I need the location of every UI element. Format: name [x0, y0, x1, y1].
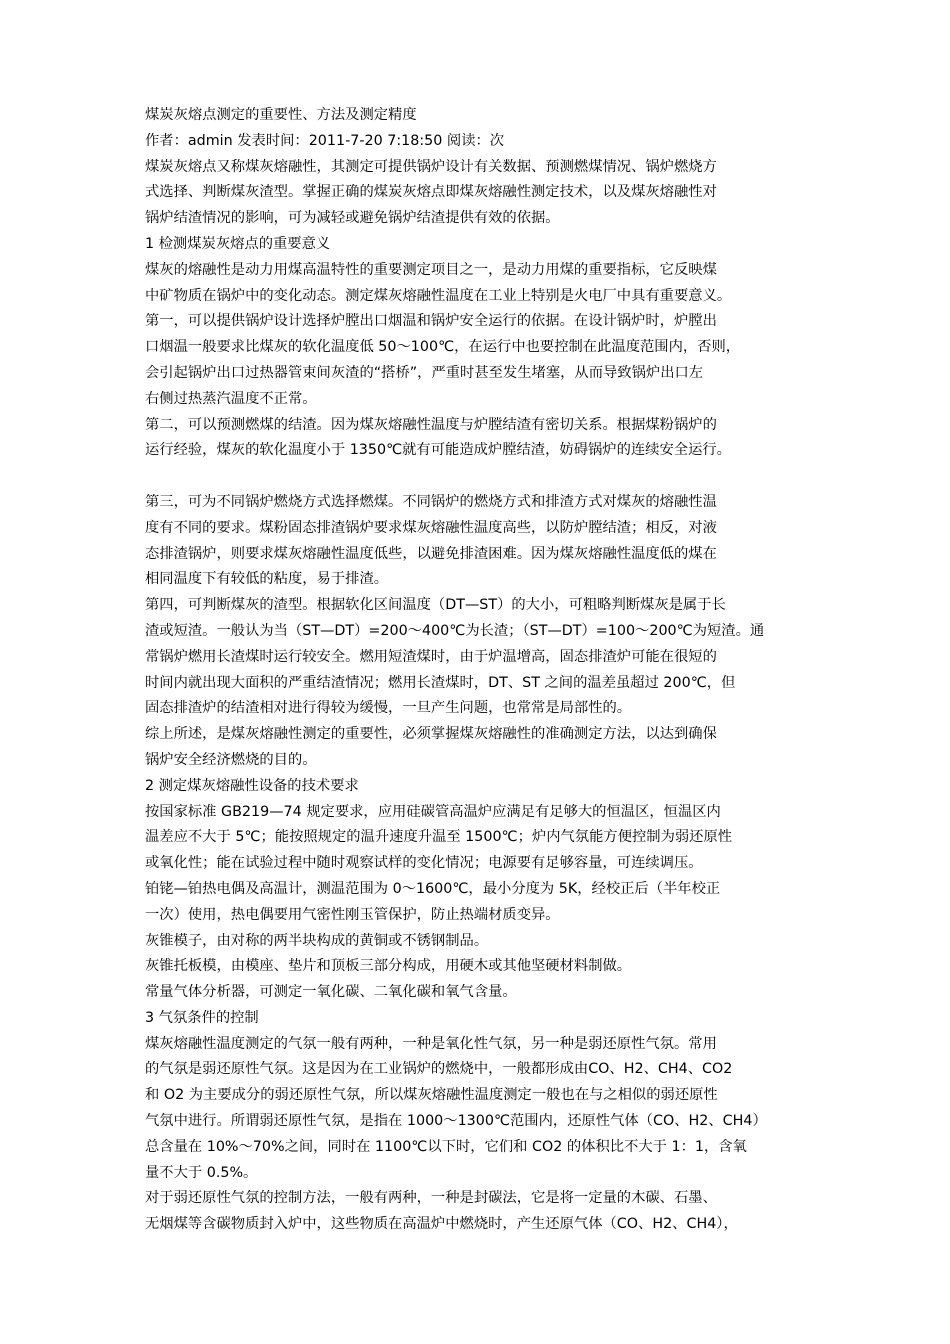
document-body	[145, 155, 825, 1238]
text-line: 相同温度下有较低的粘度，易于排渣。	[145, 571, 389, 588]
text-line: 煤炭灰熔点又称煤灰熔融性，其测定可提供锅炉设计有关数据、预测燃煤情况、锅炉燃烧方	[145, 158, 717, 175]
text-line: 锅炉安全经济燃烧的目的。	[145, 751, 317, 768]
text-line: 总含量在 10%～70%之间，同时在 1100℃以下时，它们和 CO2 的体积比不大于 1：1，含氧	[145, 1138, 747, 1155]
text-line: 2 测定煤灰熔融性设备的技术要求	[145, 777, 359, 794]
text-line: 综上所述，是煤灰熔融性测定的重要性，必须掌握煤灰熔融性的准确测定方法，以达到确保	[145, 726, 717, 743]
text-line: 气氛中进行。所谓弱还原性气氛，是指在 1000～1300℃范围内，还原性气体（CO、H2、CH4）	[145, 1113, 767, 1130]
text-line: 会引起锅炉出口过热器管束间灰渣的“搭桥”，严重时甚至发生堵塞，从而导致锅炉出口左	[145, 364, 704, 381]
text-line: 煤灰的熔融性是动力用煤高温特性的重要测定项目之一，是动力用煤的重要指标，它反映煤	[145, 261, 717, 278]
text-line: 第二，可以预测燃煤的结渣。因为煤灰熔融性温度与炉膛结渣有密切关系。根据煤粉锅炉的	[145, 416, 717, 433]
text-line: 锅炉结渣情况的影响，可为减轻或避免锅炉结渣提供有效的依据。	[145, 210, 560, 227]
text-line: 固态排渣炉的结渣相对进行得较为缓慢，一旦产生问题，也常常是局部性的。	[145, 700, 632, 717]
text-line: 温差应不大于 5℃；能按照规定的温升速度升温至 1500℃；炉内气氛能方便控制为弱还原性	[145, 829, 733, 846]
text-line: 渣或短渣。一般认为当（ST—DT）=200～400℃为长渣；（ST—DT）=100～200℃为短渣。通	[145, 622, 765, 639]
text-line: 对于弱还原性气氛的控制方法，一般有两种，一种是封碳法，它是将一定量的木碳、石墨、	[145, 1190, 717, 1207]
text-line: 第三，可为不同锅炉燃烧方式选择燃煤。不同锅炉的燃烧方式和排渣方式对煤灰的熔融性温	[145, 493, 717, 510]
text-line: 运行经验，煤灰的软化温度小于 1350℃就有可能造成炉膛结渣，妨碍锅炉的连续安全运行。	[145, 442, 731, 459]
text-line: 煤灰熔融性温度测定的气氛一般有两种，一种是氧化性气氛，另一种是弱还原性气氛。常用	[145, 1035, 717, 1052]
text-line: 常锅炉燃用长渣煤时运行较安全。燃用短渣煤时，由于炉温增高，固态排渣炉可能在很短的	[145, 648, 717, 665]
text-line: 按国家标准 GB219—74 规定要求，应用硅碳管高温炉应满足有足够大的恒温区，恒温区内	[145, 803, 721, 820]
text-line: 一次）使用，热电偶要用气密性刚玉管保护，防止热端材质变异。	[145, 906, 560, 923]
text-line: 和 O2 为主要成分的弱还原性气氛，所以煤灰熔融性温度测定一般也在与之相似的弱还原性	[145, 1087, 718, 1104]
document-meta: 作者：admin 发表时间：2011-7-20 7:18:50 阅读：次	[145, 132, 505, 149]
text-line: 时间内就出现大面积的严重结渣情况；燃用长渣煤时，DT、ST 之间的温差虽超过 200℃，但	[145, 674, 736, 691]
text-line: 口烟温一般要求比煤灰的软化温度低 50～100℃，在运行中也要控制在此温度范围内，否则，	[145, 339, 741, 356]
text-line: 的气氛是弱还原性气氛。这是因为在工业锅炉的燃烧中，一般都形成由CO、H2、CH4、CO2	[145, 1061, 733, 1078]
text-line: 或氧化性；能在试验过程中随时观察试样的变化情况；电源要有足够容量，可连续调压。	[145, 855, 703, 872]
text-line: 无烟煤等含碳物质封入炉中，这些物质在高温炉中燃烧时，产生还原气体（CO、H2、CH4），	[145, 1216, 738, 1233]
text-line: 度有不同的要求。煤粉固态排渣锅炉要求煤灰熔融性温度高些，以防炉膛结渣；相反，对液	[145, 519, 717, 536]
text-line: 右侧过热蒸汽温度不正常。	[145, 390, 317, 407]
text-line: 常量气体分析器，可测定一氧化碳、二氧化碳和氧气含量。	[145, 984, 517, 1001]
text-line: 铂铑—铂热电偶及高温计，测温范围为 0～1600℃，最小分度为 5K，经校正后（半年校正	[145, 880, 721, 897]
text-line: 第一，可以提供锅炉设计选择炉膛出口烟温和锅炉安全运行的依据。在设计锅炉时，炉膛出	[145, 313, 717, 330]
text-line: 灰锥模子，由对称的两半块构成的黄铜或不锈钢制品。	[145, 932, 489, 949]
text-line: 态排渣锅炉，则要求煤灰熔融性温度低些，以避免排渣困难。因为煤灰熔融性温度低的煤在	[145, 545, 717, 562]
document-title: 煤炭灰熔点测定的重要性、方法及测定精度	[145, 107, 417, 123]
text-line: 1 检测煤炭灰熔点的重要意义	[145, 235, 331, 252]
text-line: 3 气氛条件的控制	[145, 1009, 259, 1026]
text-line: 式选择、判断煤灰渣型。掌握正确的煤炭灰熔点即煤灰熔融性测定技术，以及煤灰熔融性对	[145, 184, 717, 201]
blank-line	[145, 464, 825, 490]
document-page	[145, 103, 825, 1238]
text-line: 中矿物质在锅炉中的变化动态。测定煤灰熔融性温度在工业上特别是火电厂中具有重要意义。	[145, 287, 732, 304]
text-line: 第四，可判断煤灰的渣型。根据软化区间温度（DT—ST）的大小，可粗略判断煤灰是属于长	[145, 597, 726, 614]
text-line: 量不大于 0.5%。	[145, 1164, 258, 1181]
text-line: 灰锥托板模，由模座、垫片和顶板三部分构成，用硬木或其他坚硬材料制做。	[145, 958, 632, 975]
